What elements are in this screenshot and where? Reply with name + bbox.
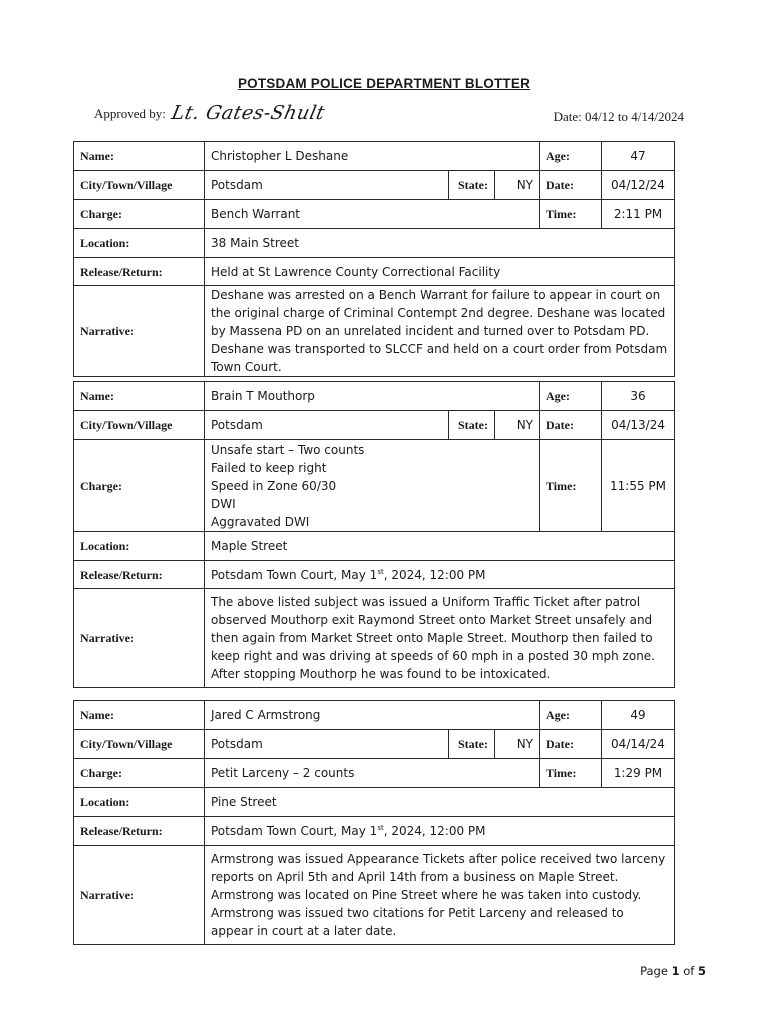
approved-by xyxy=(94,102,327,124)
location-label: Location: xyxy=(74,532,205,561)
charge-item: Aggravated DWI xyxy=(211,514,310,529)
time-value: 2:11 PM xyxy=(602,200,675,229)
page-of: of xyxy=(683,964,695,978)
charge-item: Petit Larceny – 2 counts xyxy=(211,766,355,780)
release-label: Release/Return: xyxy=(74,258,205,286)
date-range: Date: 04/12 to 4/14/2024 xyxy=(553,109,684,124)
name-value: Jared C Armstrong xyxy=(205,701,540,730)
name-value: Brain T Mouthorp xyxy=(205,382,540,411)
location-label: Location: xyxy=(74,788,205,817)
state-value: NY xyxy=(495,411,540,440)
time-label: Time: xyxy=(540,200,602,229)
page-title: POTSDAM POLICE DEPARTMENT BLOTTER xyxy=(237,76,531,91)
city-label: City/Town/Village xyxy=(74,171,205,200)
date-value: 04/12/24 xyxy=(602,171,675,200)
release-value: Held at St Lawrence County Correctional Facility xyxy=(205,258,675,286)
date-label: Date: xyxy=(540,411,602,440)
page-label: Page xyxy=(640,964,668,978)
age-value: 36 xyxy=(602,382,675,411)
location-value: Pine Street xyxy=(205,788,675,817)
charge-value xyxy=(205,440,540,532)
date-value: 04/14/24 xyxy=(602,730,675,759)
blotter-record-2 xyxy=(73,381,675,688)
approved-by-label: Approved by: xyxy=(94,106,166,121)
age-value: 47 xyxy=(602,142,675,171)
state-value: NY xyxy=(495,730,540,759)
charge-item: Speed in Zone 60/30 xyxy=(211,478,337,493)
narrative-label: Narrative: xyxy=(74,846,205,945)
time-value: 1:29 PM xyxy=(602,759,675,788)
page-current: 1 xyxy=(671,964,680,978)
date-label: Date: xyxy=(540,171,602,200)
blotter-record-1 xyxy=(73,141,675,377)
release-value: Potsdam Town Court, May 1st, 2024, 12:00 PM xyxy=(205,561,675,589)
narrative-label: Narrative: xyxy=(74,286,205,377)
location-label: Location: xyxy=(74,229,205,258)
age-label: Age: xyxy=(540,142,602,171)
age-value: 49 xyxy=(602,701,675,730)
date-value: 04/13/24 xyxy=(602,411,675,440)
location-value: 38 Main Street xyxy=(205,229,675,258)
age-label: Age: xyxy=(540,701,602,730)
page-total: 5 xyxy=(697,964,706,978)
charge-value xyxy=(205,759,540,788)
narrative-label: Narrative: xyxy=(74,589,205,688)
charge-item: Bench Warrant xyxy=(211,207,301,221)
charge-value xyxy=(205,200,540,229)
time-label: Time: xyxy=(540,440,602,532)
city-value: Potsdam xyxy=(205,171,449,200)
time-label: Time: xyxy=(540,759,602,788)
state-label: State: xyxy=(449,411,495,440)
charge-item: Failed to keep right xyxy=(211,460,327,475)
name-label: Name: xyxy=(74,382,205,411)
state-value: NY xyxy=(495,171,540,200)
city-label: City/Town/Village xyxy=(74,411,205,440)
date-label: Date: xyxy=(540,730,602,759)
time-value: 11:55 PM xyxy=(602,440,675,532)
charge-label: Charge: xyxy=(74,440,205,532)
charge-item: DWI xyxy=(211,496,236,511)
location-value: Maple Street xyxy=(205,532,675,561)
release-value: Potsdam Town Court, May 1st, 2024, 12:00 PM xyxy=(205,817,675,846)
city-value: Potsdam xyxy=(205,730,449,759)
blotter-record-3 xyxy=(73,700,675,945)
release-label: Release/Return: xyxy=(74,817,205,846)
narrative-value: The above listed subject was issued a Uniform Traffic Ticket after patrol observed Mouthorp exit Raymond Street onto Market Street unsafely and then again from Market Street onto Maple Street. Mouthorp then failed to keep right and was driving at speeds of 60 mph in a posted 30 mph zone. After stopping Mouthorp he was found to be intoxicated. xyxy=(205,589,675,688)
city-label: City/Town/Village xyxy=(74,730,205,759)
narrative-value: Armstrong was issued Appearance Tickets after police received two larceny reports on April 5th and April 14th from a business on Maple Street. Armstrong was located on Pine Street where he was taken into custody. Armstrong was issued two citations for Petit Larceny and released to appear in court at a later date. xyxy=(205,846,675,945)
approval-signature: Lt. Gates-Shult xyxy=(169,102,327,124)
charge-label: Charge: xyxy=(74,759,205,788)
charge-label: Charge: xyxy=(74,200,205,229)
charge-item: Unsafe start – Two counts xyxy=(211,442,365,457)
release-label: Release/Return: xyxy=(74,561,205,589)
name-value: Christopher L Deshane xyxy=(205,142,540,171)
name-label: Name: xyxy=(74,142,205,171)
state-label: State: xyxy=(449,171,495,200)
city-value: Potsdam xyxy=(205,411,449,440)
age-label: Age: xyxy=(540,382,602,411)
name-label: Name: xyxy=(74,701,205,730)
state-label: State: xyxy=(449,730,495,759)
page-number xyxy=(640,964,706,978)
narrative-value: Deshane was arrested on a Bench Warrant for failure to appear in court on the original charge of Criminal Contempt 2nd degree. Deshane was located by Massena PD on an unrelated incident and turned over to Potsdam PD. Deshane was transported to SLCCF and held on a court order from Potsdam Town Court. xyxy=(205,286,675,377)
